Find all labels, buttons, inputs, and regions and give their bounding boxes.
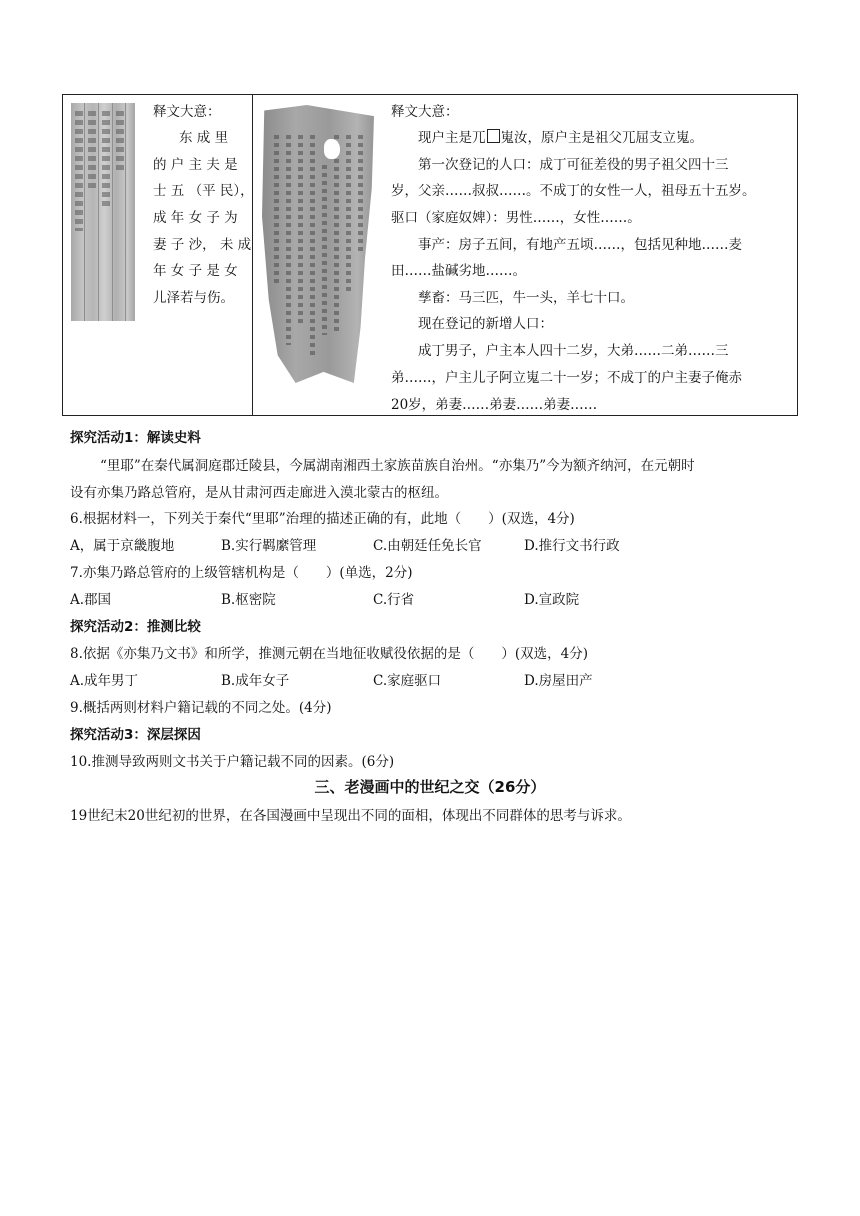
question-8-option-a: A.成年男丁 [70, 673, 139, 689]
question-6-option-c: C.由朝廷任免长官 [373, 538, 482, 554]
right-translation-line: 岁，父亲……叔叔……。不成丁的女性一人，祖母五十五岁。 [391, 183, 756, 199]
right-translation-heading: 释文大意： [391, 104, 459, 120]
question-7-option-b: B.枢密院 [221, 592, 276, 608]
activity2-title: 探究活动2：推测比较 [70, 619, 201, 635]
question-7-stem: 7.亦集乃路总管府的上级管辖机构是（ ）(单选，2分) [70, 565, 413, 581]
right-translation-line: 驱口（家庭奴婢）：男性……，女性……。 [391, 210, 641, 226]
section-3-intro: 19世纪末20世纪初的世界，在各国漫画中呈现出不同的面相，体现出不同群体的思考与诉求。 [70, 808, 631, 824]
question-8-option-b: B.成年女子 [221, 673, 290, 689]
activity1-title: 探究活动1：解读史料 [70, 430, 201, 446]
question-7-option-d: D.宣政院 [524, 592, 580, 608]
right-translation-line: 田……盐碱劣地……。 [391, 263, 526, 279]
activity3-title: 探究活动3：深层探因 [70, 727, 201, 743]
qin-translation-cell [149, 95, 253, 415]
question-6-option-a: A，属于京畿腹地 [70, 538, 175, 554]
right-translation-line: 第一次登记的人口：成丁可征差役的男子祖父四十三 [418, 157, 729, 173]
left-translation-line: 儿泽若与伤。 [153, 290, 234, 306]
right-translation-line: 20岁，弟妻……弟妻……弟妻…… [391, 397, 598, 413]
right-translation-line: 现户主是兀 嵬汝，原户主是祖父兀屈支立嵬。 [418, 130, 703, 146]
question-6-option-b: B.实行羁縻管理 [221, 538, 317, 554]
right-translation-line: 弟……，户主儿子阿立嵬二十一岁；不成丁的户主妻子俺赤 [391, 370, 742, 386]
question-7-option-a: A.郡国 [70, 592, 112, 608]
left-translation-line: 妻 子 沙， 未 成 [153, 237, 252, 253]
yuan-translation-cell [381, 95, 797, 415]
question-8-stem: 8.依据《亦集乃文书》和所学，推测元朝在当地征收赋役依据的是（ ）(双选，4分) [70, 646, 589, 662]
activity1-paragraph-line: 设有亦集乃路总管府，是从甘肃河西走廊进入漠北蒙古的枢纽。 [70, 485, 448, 501]
right-translation-line: 现在登记的新增人口： [418, 316, 553, 332]
question-6-option-d: D.推行文书行政 [524, 538, 620, 554]
left-translation-line: 东 成 里 [179, 130, 229, 146]
yuan-document-image-cell [253, 95, 381, 415]
right-translation-line: 孳畜：马三匹，牛一头，羊七十口。 [418, 290, 634, 306]
left-translation-line: 士 五 （平 民）， [153, 183, 254, 199]
left-translation-line: 年 女 子 是 女 [153, 263, 238, 279]
material-table [62, 94, 798, 416]
left-translation-heading: 释文大意： [153, 104, 221, 120]
question-8-option-d: D.房屋田产 [524, 673, 593, 689]
left-translation-line: 成 年 女 子 为 [153, 210, 238, 226]
question-7-option-c: C.行省 [373, 592, 415, 608]
question-10-stem: 10.推测导致两则文书关于户籍记载不同的因素。(6分) [70, 754, 395, 770]
activity1-paragraph-line: “里耶”在秦代属洞庭郡迁陵县，今属湖南湘西土家族苗族自治州。“亦集乃”今为额齐纳河，在元朝时 [100, 458, 695, 474]
question-6-stem: 6.根据材料一，下列关于秦代“里耶”治理的描述正确的有，此地（ ）(双选，4分) [70, 511, 575, 527]
qin-slip-image-cell [63, 95, 149, 415]
missing-character-box [487, 129, 500, 143]
question-8-option-c: C.家庭驱口 [373, 673, 442, 689]
left-translation-line: 的 户 主 夫 是 [153, 157, 238, 173]
qin-bamboo-slip-image [71, 103, 135, 321]
yuan-document-image [262, 105, 374, 383]
question-9-stem: 9.概括两则材料户籍记载的不同之处。(4分) [70, 700, 332, 716]
right-translation-line: 成丁男子，户主本人四十二岁，大弟……二弟……三 [418, 343, 729, 359]
section-3-title: 三、老漫画中的世纪之交（26分） [314, 778, 546, 796]
right-translation-line: 事产：房子五间，有地产五顷……，包括见种地……麦 [418, 237, 742, 253]
